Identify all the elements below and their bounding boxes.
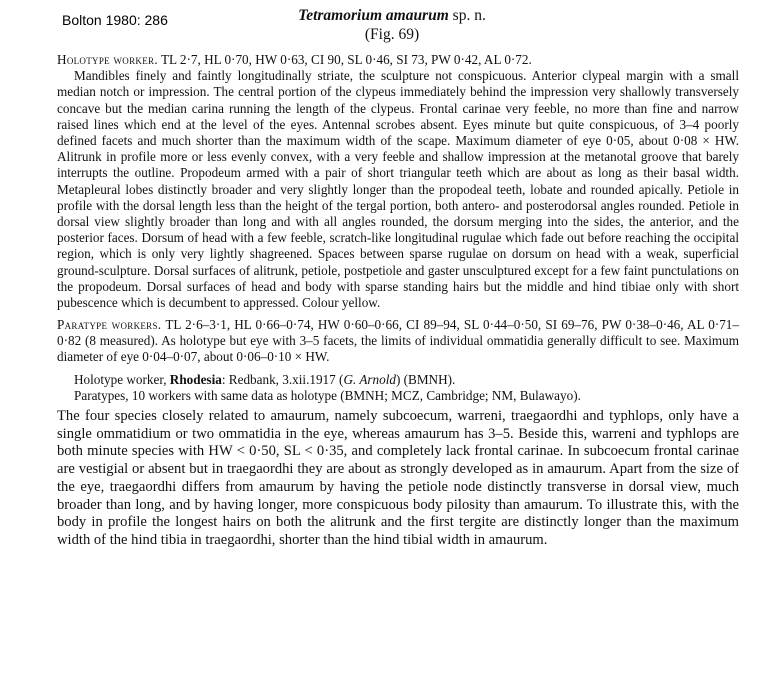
holotype-description: Mandibles finely and faintly longitudinally striate, the sculpture not conspicuous. Anterior clypeal margin with a small median notch or impression. The central portion of the clypeus immediately behind the impression very shallowly transversely concave but the median carina running the length of the clypeus. Frontal carinae very feeble, no more than fine and narrow raised lines which end at the level of the eyes. Antennal scrobes absent. Eyes minute but quite conspicuous, of 3–4 poorly defined facets and much shorter than the maximum width of the scape. Maximum diameter of eye 0·05, about 0·08 × HW. Alitrunk in profile more or less evenly convex, with a very feeble and shallow impression at the metanotal groove that barely interrupts the outline. Propodeum armed with a pair of short triangular teeth which are about as long as their basal width. Metapleural lobes distinctly broader and very slightly longer than the propodeal teeth, lobate and rounded apically. Petiole in profile with the dorsal length less than the height of the tergal portion, both antero- and posterodorsal angles rounded. Petiole in dorsal view slightly broader than long and with all angles rounded, the dorsum merging into the sides, the anterior, and the posterior faces. Dorsum of head with a few feeble, scratch-like longitudinal rugulae which fade out before reaching the occipital region, which is only very lightly shagreened. Spaces between sparse rugulae on dorsum on head with a weak, superficial ground-sculpture. Dorsal surfaces of alitrunk, petiole, postpetiole and gaster unsculptured except for a few faint punctulations on the propodeum. Dorsal surfaces of head and body with sparse standing hairs but the middle and hind tibiae only with short pubescence which is decumbent to appressed. Colour yellow. [57, 68, 739, 311]
figure-reference: (Fig. 69) [364, 26, 420, 43]
species-name: Tetramorium amaurum [298, 7, 449, 24]
species-status: sp. n. [452, 7, 486, 24]
citation-label: Bolton 1980: 286 [62, 12, 168, 28]
holotype-material [57, 372, 739, 388]
discussion-paragraph: The four species closely related to amaurum, namely subcoecum, warreni, traegaordhi and typhlops, only have a single ommatidium or two ommatidia in the eye, whereas amaurum has 3–5. Beside this, warreni and typhlops are both minute species with HW < 0·50, SL < 0·35, and completely lack frontal carinae. In subcoecum frontal carinae are vestigial or absent but in traegaordhi they are about as strongly developed as in amaurum. Apart from the size of the eye, traegaordhi differs from amaurum by having the petiole node distinctly transverse in dorsal view, much broader than long, and by having longer, more conspicuous body pilosity than amaurum. To illustrate this, with the body in profile the longest hairs on both the alitrunk and the first tergite are distinctly longer than the maximum width of the hind tibia in traegaordhi, shorter than the hind tibial width in amaurum. [57, 408, 739, 548]
paratype-section [57, 317, 739, 366]
paratype-paragraph [57, 317, 739, 366]
holotype-heading: Holotype worker. [57, 52, 158, 67]
holotype-section [57, 52, 739, 311]
holotype-measurement-line [57, 52, 739, 68]
holotype-material-prefix: Holotype worker, [74, 372, 167, 387]
paratype-description: As holotype but eye with 3–5 facets, the limits of individual ommatidia generally difficult to see. Maximum diameter of eye 0·04–0·07, about 0·06–0·10 × HW. [57, 333, 740, 365]
species-title [0, 7, 784, 25]
paratype-measurements: TL 2·6–3·1, HL 0·66–0·74, HW 0·60–0·66, CI 89–94, SL 0·44–0·50, SI 69–76, PW 0·38–0·46, AL 0·71–0·82 (8 measured). [57, 317, 739, 349]
holotype-depository: ) (BMNH). [395, 372, 456, 387]
paratype-material: Paratypes, 10 workers with same data as holotype (BMNH; MCZ, Cambridge; NM, Bulawayo). [74, 388, 581, 404]
discussion-section [57, 408, 739, 550]
material-section [57, 372, 739, 404]
holotype-measurements: TL 2·7, HL 0·70, HW 0·63, CI 90, SL 0·46, SI 73, PW 0·42, AL 0·72. [160, 52, 532, 67]
holotype-country: Rhodesia [169, 372, 222, 387]
holotype-collector: G. Arnold [343, 372, 396, 387]
holotype-locality: : Redbank, 3.xii.1917 ( [221, 372, 344, 387]
paratype-heading: Paratype workers. [57, 317, 162, 332]
